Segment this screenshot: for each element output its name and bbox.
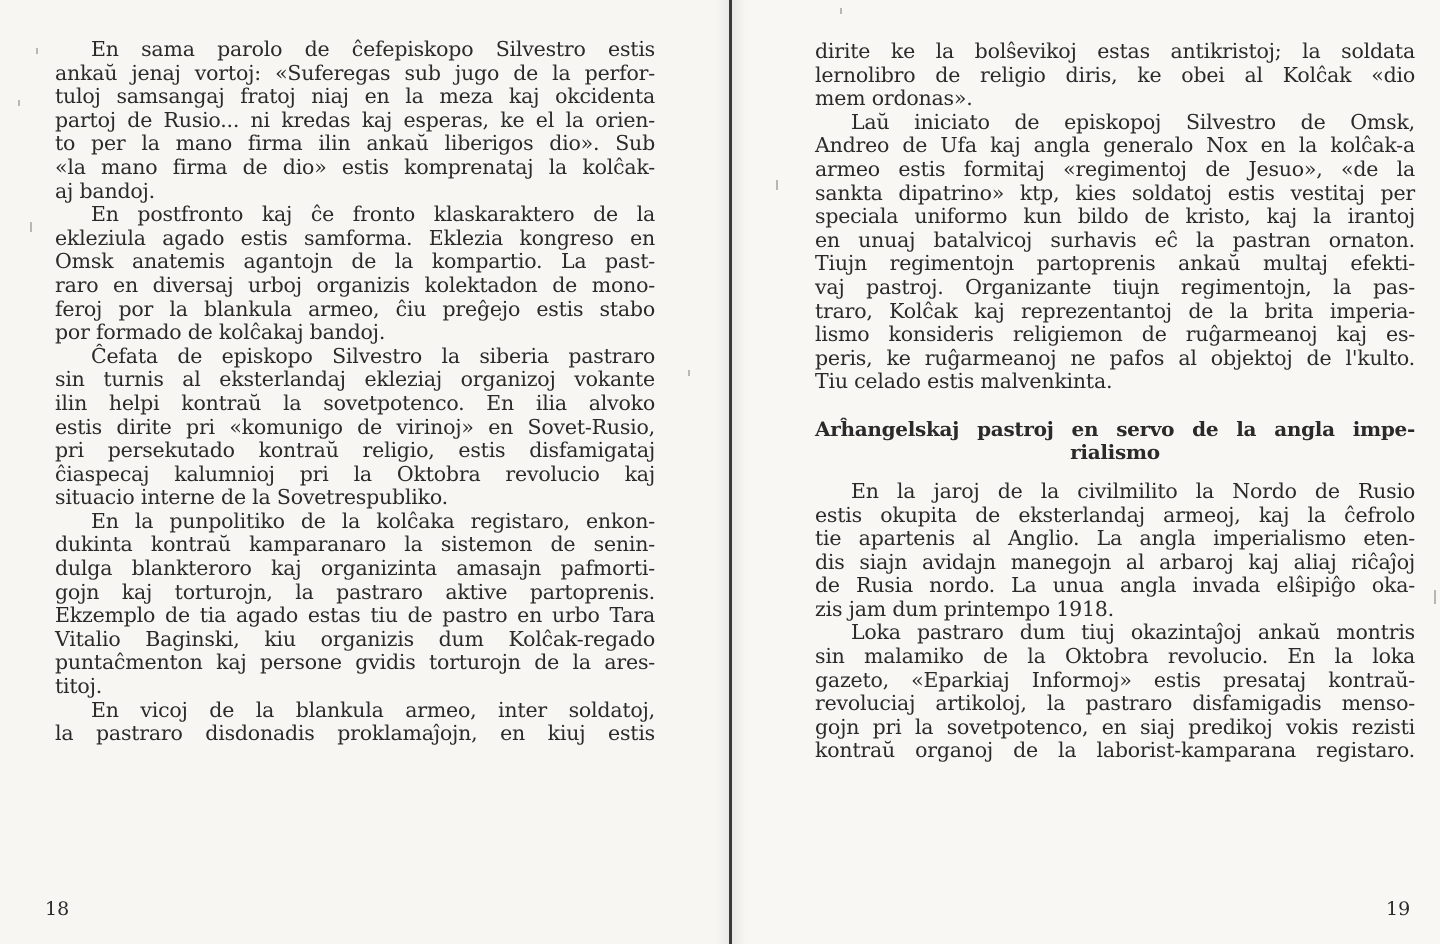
text-line: gazeto, «Eparkiaj Informoj» estis presataj kontraŭ- [815,667,1415,692]
text-line: «la mano firma de dio» estis komprenataj la kolĉak- [55,154,655,179]
text-line: en unuaj batalvicoj surhavis eĉ la pastran ornaton. [815,227,1415,252]
text-line: sin turnis al eksterlandaj ekleziaj organizoj vokante [55,367,655,392]
scan-speck [1434,590,1436,604]
text-line: la pastraro disdonadis proklamaĵojn, en kiuj estis [55,721,655,746]
text-line: feroj por la blankula armeo, ĉiu preĝejo estis stabo [55,296,655,321]
text-line: peris, ke ruĝarmeanoj ne pafos al objektoj de l'kulto. [815,345,1415,370]
text-line: Ĉefata de episkopo Silvestro la siberia pastraro [91,343,655,368]
scan-speck [840,8,842,14]
text-line: dis siajn avidajn manegojn al arbaroj kaj aliaj riĉaĵoj [815,549,1415,574]
scan-speck [30,222,32,232]
paragraph [815,40,1415,111]
text-line: por formado de kolĉakaj bandoj. [55,320,386,345]
text-line: Ekzemplo de tia agado estas tiu de pastro en urbo Tara [55,603,655,628]
text-line: En la jaroj de la civilmilito la Nordo de Rusio [851,478,1415,503]
text-line: gojn kaj torturojn, la pastraro aktive partoprenis. [55,579,655,604]
section-heading [815,418,1415,464]
text-line: kontraŭ organoj de la laborist-kamparana registaro. [815,738,1415,763]
text-line: Andreo de Ufa kaj angla generalo Nox en la kolĉak-a [815,133,1415,158]
text-line: dirite ke la bolŝevikoj estas antikristoj; la soldata [815,39,1415,63]
text-line: puntaĉmenton kaj persone gvidis torturojn de la ares- [55,650,655,675]
text-line: situacio interne de la Sovetrespubliko. [55,485,448,510]
text-line: tuloj samsangaj fratoj niaj en la meza kaj okcidenta [55,84,655,109]
text-line: Omsk anatemis agantojn de la kompartio. La past- [55,249,655,274]
text-line: sankta dipatrino» ktp, kies soldatoj estis vestitaj per [815,180,1415,205]
text-line: lernolibro de religio diris, ke obei al Kolĉak «dio [815,62,1415,87]
page-number-left: 18 [45,898,70,920]
scan-speck [688,370,690,376]
scan-speck [36,48,38,54]
page-number-right: 19 [1386,898,1411,920]
text-line: dulga blankteroro kaj organizinta amasajn pafmorti- [55,556,655,581]
heading-line: Arĥangelskaj pastroj en servo de la angla impe- [815,416,1415,441]
text-line: zis jam dum printempo 1918. [815,596,1114,621]
text-line: de Rusia nordo. La unua angla invada elŝipiĝo oka- [815,573,1415,598]
text-line: En postfronto kaj ĉe fronto klaskaraktero de la [91,202,655,227]
text-line: aj bandoj. [55,178,155,203]
text-line: tie apartenis al Anglio. La angla imperialismo eten- [815,526,1415,551]
text-line: En la punpolitiko de la kolĉaka registaro, enkon- [91,508,655,533]
text-line: lismo konsideris religiemon de ruĝarmeanoj kaj es- [815,322,1415,347]
text-line: Loka pastraro dum tiuj okazintaĵoj ankaŭ montris [851,620,1415,645]
paragraph [55,38,655,203]
text-line: ĉiaspecaj kalumnioj pri la Oktobra revolucio kaj [55,461,655,486]
book-gutter [729,0,732,944]
text-line: Laŭ iniciato de episkopoj Silvestro de Omsk, [851,109,1415,134]
text-line: vaj pastroj. Organizante tiujn regimentojn, la pas- [815,274,1415,299]
text-line: revoluciaj artikoloj, la pastraro disfamigadis menso- [815,691,1415,716]
paragraph [55,699,655,746]
text-line: traro, Kolĉak kaj reprezentantoj de la brita imperia- [815,298,1415,323]
text-line: estis okupita de eksterlandaj armeoj, kaj la ĉefrolo [815,502,1415,527]
text-line: En sama parolo de ĉefepiskopo Silvestro estis [91,37,655,61]
text-line: raro en diversaj urboj organizis kolektadon de mono- [55,272,655,297]
text-line: Tiu celado estis malvenkinta. [815,369,1113,394]
text-line: armeo estis formitaj «regimentoj de Jesuo», «de la [815,156,1415,181]
scan-speck [776,180,778,190]
text-line: estis dirite pri «komunigo de virinoj» en Sovet-Rusio, [55,414,655,439]
scan-speck [18,100,20,106]
paragraph [55,345,655,510]
text-line: speciala uniformo kun bildo de kristo, kaj la irantoj [815,204,1415,229]
text-line: partoj de Rusio... ni kredas kaj esperas, ke el la orien- [55,107,655,132]
text-line: ilin helpi kontraŭ la sovetpotenco. En ilia alvoko [55,390,655,415]
text-line: pri persekutado kontraŭ religio, estis disfamigataj [55,438,655,463]
paragraph [815,480,1415,622]
text-line: ekleziula agado estis samforma. Eklezia kongreso en [55,225,655,250]
text-line: En vicoj de la blankula armeo, inter soldatoj, [91,697,655,722]
left-page-text [55,38,655,746]
text-line: Vitalio Baginski, kiu organizis dum Kolĉak-regado [55,626,655,651]
text-line: dukinta kontraŭ kamparanaro la sistemon de senin- [55,532,655,557]
paragraph [55,510,655,699]
text-line: titoj. [55,674,103,699]
text-line: sin malamiko de la Oktobra revolucio. En la loka [815,644,1415,669]
paragraph [815,621,1415,763]
paragraph [55,203,655,345]
text-line: to per la mano firma ilin ankaŭ liberigos dio». Sub [55,131,655,156]
text-line: Tiujn regimentojn partoprenis ankaŭ multaj efekti- [815,251,1415,276]
text-line: ankaŭ jenaj vortoj: «Suferegas sub jugo de la perfor- [55,60,655,85]
paragraph [815,111,1415,394]
text-line: mem ordonas». [815,86,973,111]
right-page-text [815,40,1415,763]
text-line: gojn pri la sovetpotenco, en siaj predikoj vokis rezisti [815,714,1415,739]
heading-line: rialismo [1070,439,1160,464]
